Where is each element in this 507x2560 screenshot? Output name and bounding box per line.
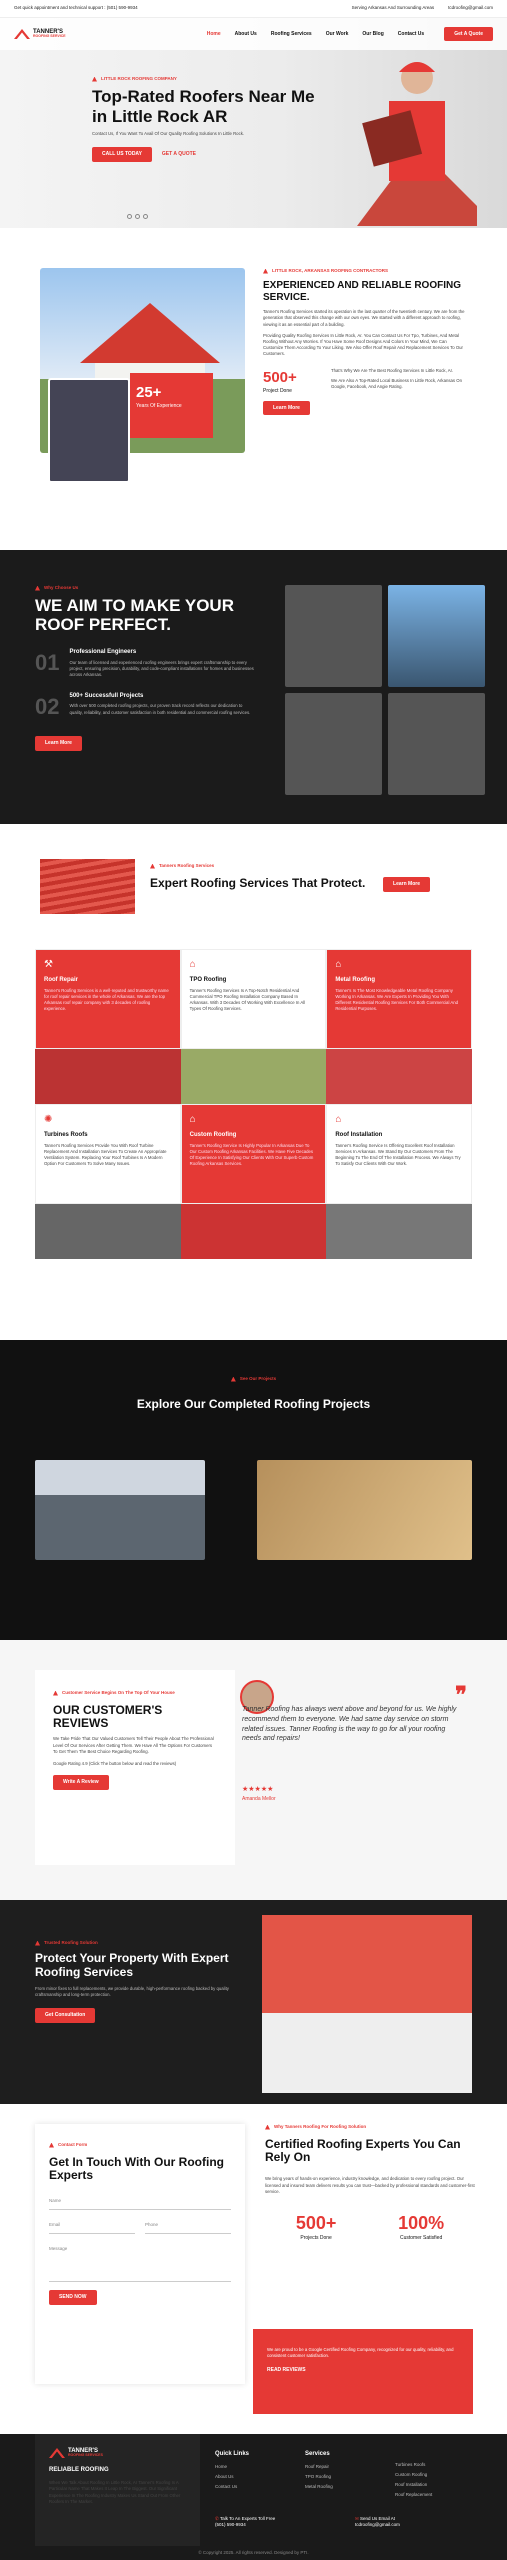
project-photo[interactable] (257, 1460, 472, 1560)
roof-logo-icon (14, 29, 30, 39)
roof-icon: ⌂ (335, 959, 342, 970)
navbar (0, 18, 507, 50)
services-head-image (40, 859, 135, 914)
location-info: Serving Arkansas And Surrounding Areas (351, 5, 435, 11)
certified-box (253, 2329, 473, 2414)
stars-text: ★★★★★ (242, 1786, 274, 1793)
review-quote: Tanner Roofing has always went above and beyond for us. We highly recommend them to everyone. We had same day service on storm related issues. Tanner Roofing is the way to go for all your roofing needs and repairs! (242, 1706, 457, 1743)
slider-dots[interactable] (127, 214, 148, 219)
topbar (0, 0, 507, 18)
send-button[interactable]: SEND NOW (49, 2290, 97, 2305)
google-rating: Google Rating 4.9 (Click The button below and read the reviews) (53, 1761, 177, 1767)
service-card[interactable] (181, 1104, 327, 1204)
reviewer-name: Amanda Mellor (242, 1796, 276, 1803)
card-title: Turbines Roofs (44, 1131, 88, 1138)
why-num: 01 (35, 650, 60, 676)
email-info[interactable]: tcdroofing@gmail.com (448, 5, 493, 11)
roofer-image (357, 46, 477, 226)
brand-sub: ROOFING SERVICE (33, 34, 66, 39)
phone-info: Get quick appointment and technical support : (501) 590-9934 (14, 5, 138, 11)
call-button[interactable]: CALL US TODAY (92, 147, 152, 162)
service-photo (181, 1049, 327, 1104)
phone-icon: ✆ (215, 2516, 219, 2521)
house-icon: ⌂ (189, 1114, 196, 1125)
hammer-icon: ⚒ (44, 959, 53, 970)
footer-email[interactable]: tcdroofing@gmail.com (355, 2522, 400, 2528)
brand-name: TANNER'S (33, 29, 63, 36)
card-desc: Tanner's Roofing Services is a well-reputed and trustworthy name for roof repair services in the whole of Arkansas. We are the top Arkansas roof repair company with 3 decades of roofing experience. (44, 987, 169, 1012)
services-section (0, 824, 507, 1340)
hero-desc: Contact Us, If You Want To Avail Of Our Quality Roofing Solutions In Little Rock. (92, 131, 245, 137)
certified-box-text: We are proud to be a Google Certified Roofing Company, recognized for our quality, reliability, and consistent customer satisfaction. (267, 2347, 454, 2359)
service-card[interactable] (35, 1104, 181, 1204)
main-menu (207, 31, 425, 38)
services-title: Expert Roofing Services That Protect. (150, 876, 366, 890)
contact-title: Get In Touch With Our Roofing Experts (49, 2155, 224, 2183)
card-title: Custom Roofing (189, 1131, 237, 1138)
badge-number: 25+ (136, 384, 162, 401)
about-title: EXPERIENCED AND RELIABLE ROOFING SERVICE. (263, 280, 461, 303)
nav-about[interactable]: About Us (234, 30, 257, 37)
turbine-icon: ✺ (44, 1114, 53, 1125)
footer-logo[interactable] (49, 2448, 186, 2458)
protect-desc: From minor fixes to full replacements, we provide durable, high-performance roofing backed by quality craftsmanship and long-term protection. (35, 1985, 229, 1997)
call-label: Talk To An Experts Toll Free (219, 2516, 276, 2521)
roof-icon: ⌂ (189, 959, 196, 970)
why-item (35, 692, 255, 722)
email-field[interactable]: Email (49, 2218, 135, 2234)
quick-links-title: Quick Links (215, 2451, 250, 2457)
service-photo (35, 1049, 181, 1104)
projects-stat-label: Project Done (263, 387, 292, 394)
write-review-button[interactable]: Write A Review (53, 1775, 109, 1790)
about-tag: LITTLE ROCK, ARKANSAS ROOFING CONTRACTORS (263, 268, 468, 274)
hero-title: Top-Rated Roofers Near Me in Little Rock AR (92, 87, 315, 126)
service-photo (326, 1204, 472, 1259)
services-title: Services (305, 2451, 330, 2457)
footer-link[interactable]: Roof Repair (305, 2464, 330, 2470)
about-p2: Providing Quality Roofing Services In Little Rock, Ar. You Can Contact Us For Tpo, Turbines, And Metal Roofing Without Any Worries. If You Have Some Roof Designs And Colors In Your Mind, We Can Customize Them According To Your Liking. We Also Offer Roof Repair And Replacement Services To Our Customers. (263, 332, 463, 357)
footer-brand-sub: ROOFING SERVICES (68, 2453, 103, 2458)
footer (0, 2434, 507, 2560)
why-num: 02 (35, 694, 60, 720)
service-cards (35, 949, 472, 1259)
why-item-title: Professional Engineers (69, 649, 137, 656)
copyright: © Copyright 2025. All rights reserved. Designed by PTI. (198, 2549, 309, 2555)
why-images (285, 585, 485, 795)
satisfaction-count: 100% (398, 2213, 445, 2234)
service-card[interactable] (181, 949, 327, 1049)
house-icon: ⌂ (335, 1114, 342, 1125)
footer-link[interactable]: TPO Roofing (305, 2474, 332, 2480)
projects-title: Explore Our Completed Roofing Projects (136, 1397, 371, 1412)
projects-count: 500+ (295, 2213, 337, 2234)
card-desc: Tanner's Roofing Services Provide You With Roof Turbine Replacement And Installation Services To Create An Appropriate Ventilation System. Replacing Your Roof Turbines Is A Modern Option For Customers To Solve Many Issues. (44, 1142, 167, 1167)
service-photo (35, 1204, 181, 1259)
why-tag: Why Choose Us (35, 585, 255, 591)
service-card[interactable] (35, 949, 181, 1049)
card-desc: Tanner's Roofing Services Is A Top-Notch Residential And Commercial TPO Roofing Installation Company Based In Arkansas. With 3 Decades Of Working With Excellence In All Types Of Roofing Services. (189, 987, 306, 1012)
footer-link[interactable]: About Us (215, 2474, 234, 2480)
name-field[interactable]: Name (49, 2194, 231, 2210)
house-roof-image (262, 1915, 472, 2093)
services-learn-more[interactable]: Learn More (383, 877, 430, 892)
footer-brand-name: TANNER'S (68, 2448, 98, 2455)
card-desc: Tanner's Roofing Service Is Highly Popular In Arkansas Due To Our Custom Roofing Arkansas Facilities. We Have Five Decades Of Experience In Satisfying Our Clients With Our Superb Custom Roofing Arkansas Services. (189, 1142, 314, 1167)
read-reviews-link[interactable]: READ REVIEWS (267, 2367, 306, 2374)
roof-logo-icon (49, 2448, 65, 2458)
reviews-section (0, 1640, 507, 1900)
reviews-tag: Customer Service Begins On The Top Of Your House (53, 1690, 217, 1696)
mail-label: Send Us Email At (360, 2516, 396, 2521)
projects-section (0, 1340, 507, 1640)
protect-section (0, 1900, 507, 2104)
worker-image (48, 378, 130, 483)
footer-tagline: RELIABLE ROOFING (49, 2467, 109, 2473)
experience-badge (130, 373, 213, 438)
project-photo[interactable] (35, 1460, 205, 1560)
service-card[interactable] (326, 949, 472, 1049)
service-card[interactable] (326, 1104, 472, 1204)
card-title: TPO Roofing (189, 976, 227, 983)
nav-contact[interactable]: Contact Us (397, 30, 425, 37)
projects-count-label: Projects Done (300, 2235, 332, 2242)
services-tag: Tanners Roofing Services (150, 863, 214, 869)
footer-desc: When We Talk About Roofing In Little Rock, Ar Tanner's Roofing Is A Particular Name That Makes It Leap In The Biggest. Our Significant Experience In The Roofing Industry Makes Us Stand Out From Other Roofers In The Market. (49, 2480, 181, 2504)
satisfaction-label: Customer Satisfied (399, 2235, 443, 2242)
card-desc: Tanner's Roofing Service Is Offering Excellent Roof Installation Services In Arkansas. We Stand By Our Customers From The Beginning To The End Of The Installation Process. We Always Try To Satisfy Our Clients With Our Work. (335, 1142, 461, 1167)
why-title: WE AIM TO MAKE YOUR ROOF PERFECT. (35, 596, 234, 634)
footer-link[interactable]: Turbines Roofs (395, 2462, 426, 2467)
message-field[interactable]: Message (49, 2242, 231, 2282)
brand-logo[interactable] (14, 29, 66, 39)
card-desc: Tanner's Is The Most Knowledgeable Metal Roofing Company Working In Arkansas. We Are Experts In Providing You With Different Residential Roofing Services For Both Commercial And Residential Purposes. (335, 987, 459, 1012)
stat-text-1: That's Why We Are The Best Roofing Services In Little Rock, Ar. (331, 367, 453, 373)
nav-blog[interactable]: Our Blog (362, 30, 384, 37)
stat-text-2: We Are Also A Top-Rated Local Business In Little Rock, Arkansas On Google, Facebook, And Angie Rating. (331, 377, 462, 390)
reviews-box (35, 1670, 235, 1865)
get-quote-button[interactable]: Get A Quote (444, 27, 493, 42)
nav-home[interactable]: Home (206, 30, 221, 37)
footer-brand (35, 2434, 200, 2546)
quote-link[interactable]: GET A QUOTE (161, 151, 196, 158)
service-photo (181, 1204, 327, 1259)
certified-title: Certified Roofing Experts You Can Rely On (265, 2137, 461, 2165)
mail-icon: ✉ (355, 2516, 359, 2521)
contact-form (35, 2124, 245, 2384)
why-item-title: 500+ Successfull Projects (69, 693, 144, 700)
contact-section (0, 2104, 507, 2434)
card-title: Metal Roofing (335, 976, 375, 983)
nav-work[interactable]: Our Work (325, 30, 349, 37)
certified-desc: We bring years of hands-on experience, industry knowledge, and dedication to every roofing project. Our licensed and insured team delivers results you can trust—backed by professional standards and customer-first service. (265, 2176, 475, 2194)
about-learn-more[interactable]: Learn More (263, 401, 310, 416)
projects-stat: 500+ (263, 368, 297, 386)
hero-tag: LITTLE ROCK ROOFING COMPANY (92, 76, 322, 82)
about-section (0, 228, 507, 550)
reviews-title: OUR CUSTOMER'S REVIEWS (53, 1703, 163, 1731)
projects-tag: See Our Projects (0, 1376, 507, 1382)
why-section (0, 550, 507, 824)
footer-link[interactable]: Home (215, 2464, 228, 2470)
star-rating (242, 1785, 276, 1804)
footer-link[interactable]: Roof Installation (395, 2482, 428, 2488)
why-learn-more[interactable]: Learn More (35, 736, 82, 751)
footer-link[interactable]: Contact Us (215, 2484, 238, 2490)
why-item-desc: With over 500 completed roofing projects, our proven track record reflects our dedication to quality, reliability, and customer satisfaction in both residential and commercial roofing services. (69, 703, 251, 715)
footer-link[interactable]: Roof Replacement (395, 2492, 433, 2498)
reviews-desc: We Take Pride That Our Valued Customers Tell Their People About The Professional Level Of Our Services After Getting Them. We Have All The Options For Customers To Get Them The Best Choice Regarding Roofing. (53, 1736, 214, 1754)
protect-title: Protect Your Property With Expert Roofing Services (35, 1951, 229, 1979)
protect-tag: Trusted Roofing Solution (35, 1940, 245, 1946)
why-item-desc: Our team of licensed and experienced roofing engineers brings expert craftsmanship to every project, ensuring precision, durability, and code-compliant installations for homes and businesses across Arkansas. (69, 659, 254, 677)
nav-services[interactable]: Roofing Services (270, 30, 312, 37)
consultation-button[interactable]: Get Consultation (35, 2008, 95, 2023)
phone-field[interactable]: Phone (145, 2218, 231, 2234)
about-p1: Tanner's Roofing Services started its operation in the last quarter of the twentieth century. We are from the generation that observed this change with our own eyes. We started with a different approach to roofing, viewing it as an essential part of a building. (263, 309, 465, 327)
badge-label: Years Of Experience (136, 403, 182, 410)
why-tanners-tag: Why Tanners Roofing For Roofing Solution (265, 2124, 475, 2130)
footer-link[interactable]: Metal Roofing (305, 2484, 333, 2490)
footer-phone[interactable]: (501) 590-9934 (215, 2522, 246, 2528)
footer-link[interactable]: Custom Roofing (395, 2472, 428, 2478)
card-title: Roof Installation (335, 1131, 383, 1138)
contact-tag: Contact Form (49, 2142, 231, 2148)
why-item (35, 648, 255, 678)
card-title: Roof Repair (44, 976, 79, 983)
quote-icon: ❞ (455, 1682, 467, 1707)
service-photo (326, 1049, 472, 1104)
